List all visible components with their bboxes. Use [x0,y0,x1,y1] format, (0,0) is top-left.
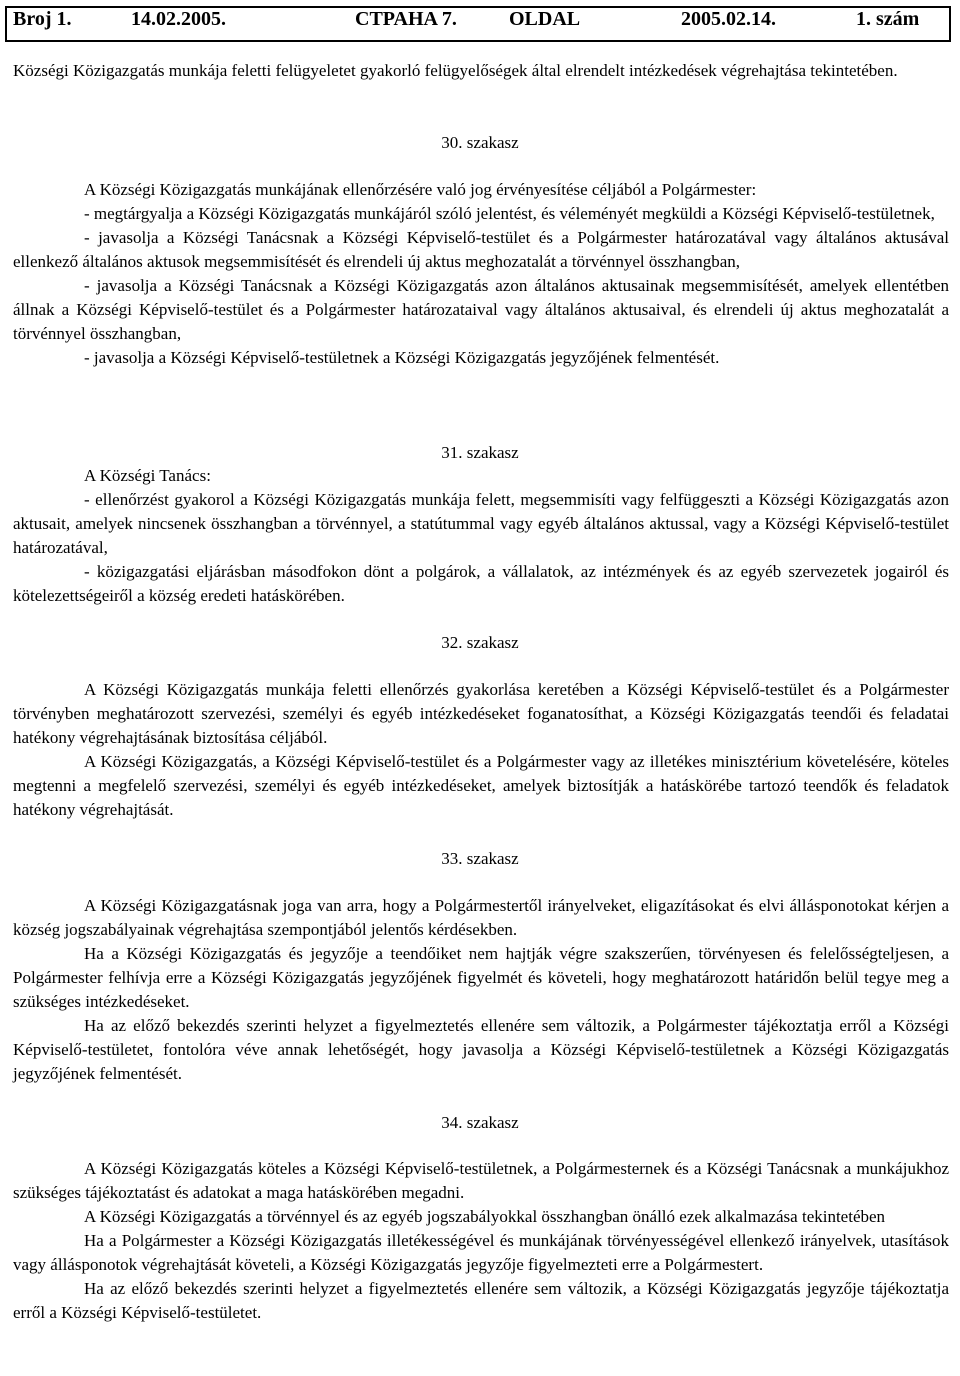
section-31-paragraph: - ellenőrzést gyakorol a Községi Közigazgatás munkája felett, megsemmisíti vagy felfüggeszti a Községi Közigazgatás azon aktusait, amelyek nincsenek összhangban a törvénnyel, a statútummal vagy egyéb általános aktussal, vagy a Községi Képviselő-testület határozatával, [13,490,949,557]
section-30-paragraph: - javasolja a Községi Képviselő-testületnek a Községi Közigazgatás jegyzőjének felmentését. [84,348,720,367]
section-34-title: 34. szakasz [441,1113,519,1132]
section-34-paragraph: A Községi Közigazgatás köteles a Községi Képviselő-testületnek, a Polgármesternek és a Községi Tanácsnak a munkájukhoz szükséges tájékoztatást és adatokat a maga hatáskörében megadni. [13,1159,949,1202]
section-30-paragraph: - javasolja a Községi Tanácsnak a Községi Képviselő-testület és a Polgármester határozatával vagy általános aktusával ellenkező általános aktusok megsemmisítését és elrendeli új aktus meghozatalát a törvénnyel összhangban, [13,228,949,271]
section-33-body [13,894,949,1086]
section-32-paragraph: A Községi Közigazgatás munkája feletti ellenőrzés gyakorlása keretében a Községi Képviselő-testület és a Polgármester törvényben meghatározott szervezési, személyi és egyéb intézkedéseket foganatosíthat, a Községi Közigazgatás teendői és feladatai hatékony végrehajtásának biztosítása céljából. [13,680,949,747]
section-30-title: 30. szakasz [441,133,519,152]
section-33-paragraph: Ha az előző bekezdés szerinti helyzet a figyelmeztetés ellenére sem változik, a Polgármester tájékoztatja erről a Községi Képviselő-testületet, fontolóra véve annak lehetőségét, hogy javasolja a Községi Képviselő-testületnek a Községi Közigazgatás jegyzőjének felmentését. [13,1016,949,1083]
section-30-paragraph: - megtárgyalja a Községi Közigazgatás munkájáról szóló jelentést, és véleményét megküldi a Községi Képviselő-testületnek, [84,204,935,223]
section-32-paragraph: A Községi Közigazgatás, a Községi Képviselő-testület és a Polgármester vagy az illetékes minisztérium követelésére, köteles megtenni a megfelelő szervezési, személyi és egyéb intézkedéseket, amelyek biztosítják a hatáskörébe tartozó teendők és feladatok hatékony végrehajtását. [13,752,949,819]
section-33-paragraph: A Községi Közigazgatásnak joga van arra, hogy a Polgármestertől irányelveket, eligazításokat és elvi állásponotokat kérjen a község jogszabályainak végrehajtása szempontjából jelentős kérdésekben. [13,896,949,939]
header-ctpaha: CTPAHA 7. [355,8,457,30]
header-szam: 1. szám [856,8,920,30]
header-date-1: 14.02.2005. [131,8,226,30]
section-31-paragraph: - közigazgatási eljárásban másodfokon dönt a polgárok, a vállalatok, az intézmények és az egyéb szervezetek jogairól és kötelezettségeiről a község eredeti hatáskörében. [13,562,949,605]
section-33-paragraph: Ha a Községi Közigazgatás és jegyzője a teendőiket nem hajtják végre szakszerűen, törvényesen és felelősségteljesen, a Polgármester felhívja erre a Községi Közigazgatás jegyzőjének figyelmét és követeli, hogy meghatározott határidőn belül tegye meg a szükséges intézkedéseket. [13,944,949,1011]
header-broj: Broj 1. [13,8,72,30]
section-34-body [13,1157,949,1325]
section-31-body [13,464,949,608]
section-30-body [13,178,949,370]
header-oldal: OLDAL [509,8,581,30]
section-31-paragraph: A Községi Tanács: [84,466,211,485]
section-31-title: 31. szakasz [441,443,519,462]
intro-paragraph: Községi Közigazgatás munkája feletti felügyeletet gyakorló felügyelőségek által elrendelt intézkedések végrehajtása tekintetében. [13,61,898,80]
section-32-body [13,678,949,822]
section-30-paragraph: - javasolja a Községi Tanácsnak a Községi Közigazgatás azon általános aktusainak megsemmisítését, amelyek ellentétben állnak a Községi Képviselő-testület és a Polgármester határozataival vagy általános aktusaival, és elrendeli új aktus meghozatalát a törvénnyel összhangban, [13,276,949,343]
section-34-paragraph: A Községi Közigazgatás a törvénnyel és az egyéb jogszabályokkal összhangban önálló ezek alkalmazása tekintetében [84,1207,886,1226]
section-33-title: 33. szakasz [441,849,519,868]
section-34-paragraph: Ha a Polgármester a Községi Közigazgatás illetékességével és munkájának törvényességével ellenkező irányelvek, utasítások vagy állásponotok végrehajtását követeli, a Községi Közigazgatás jegyzője figyelmezteti erre a Polgármestert. [13,1231,949,1274]
header-date-2: 2005.02.14. [681,8,776,30]
section-30-paragraph: A Községi Közigazgatás munkájának ellenőrzésére való jog érvényesítése céljából a Polgármester: [84,180,757,199]
section-32-title: 32. szakasz [441,633,519,652]
section-34-paragraph: Ha az előző bekezdés szerinti helyzet a figyelmeztetés ellenére sem változik, a Községi Közigazgatás jegyzője tájékoztatja erről a Községi Képviselő-testületet. [13,1279,949,1322]
